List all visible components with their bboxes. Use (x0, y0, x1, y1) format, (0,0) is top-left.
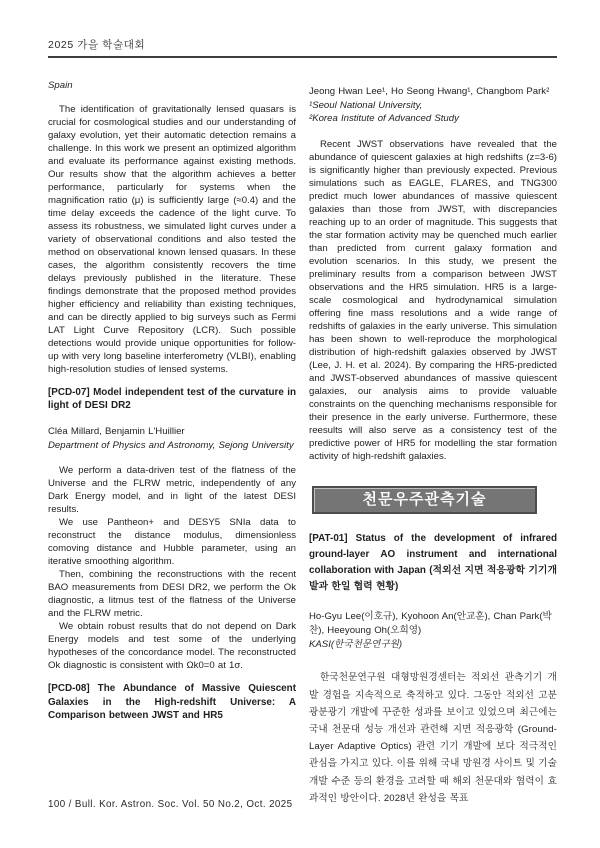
page-footer: 100 / Bull. Kor. Astron. Soc. Vol. 50 No.2, Oct. 2025 (48, 799, 293, 810)
affiliation-pcd08-1: ¹Seoul National University, (309, 99, 423, 111)
abstract-paragraph: Recent JWST observations have revealed that the abundance of quiescent galaxies at high redshifts (z=3-6) is significantly higher than previously expected. Previous simulations such as EAGLE, FLARES, and TNG300 predict much lower abundances of massive quiescent galaxies than those from JWST, with discrepancies reaching up to an order of magnitude. This suggests that the star formation activity may be quenched much earlier than predicted from current galaxy formation and evolution scenarios. In this study, we present the preliminary results from a comparison between JWST observations and the HR5 simulation. HR5 is a large-scale cosmological and hydrodynamical simulation offering fine mass resolutions and a wide range of redshifts of galaxies in the early universe. This simulation has been shown to well-reproduce the morphological distribution of high-redshift galaxies observed by JWST (Lee, J. H. et al. 2024). By comparing the HR5-predicted and JWST-observed abundances of massive quiescent galaxies, our analysis aims to provide valuable constraints on the quenching mechanisms responsible for their presence in the early universe. Furthermore, these reesults will also serve as a consistency test of the predictive power of HR5 for modelling the star formation activity of high-redshift galaxies. (309, 138, 557, 462)
abstract-title-pcd07: [PCD-07] Model independent test of the curvature in light of DESI DR2 (48, 387, 296, 412)
abstract-paragraph: We obtain robust results that do not depend on Dark Energy models and test some of the underlying hypotheses of the concordance model. The reconstructed Ok diagnostic is consistent with Ωk0=0 at 1σ. (48, 621, 296, 672)
abstract-title-pat01: [PAT-01] Status of the development of infrared ground-layer AO instrument and international collaboration with Japan (적외선 지면 적응광학 기기개발과 한일 협력 현황) (309, 532, 557, 593)
abstract-paragraph: The identification of gravitationally lensed quasars is crucial for cosmological studies and our understanding of galaxy evolution, yet their automatic detection remains a challenge. In this work we present an optimized algorithm and evaluate its performance against existing methods. Our results show that the algorithm achieves a better performance, particularly for systems when the magnification ratio (μ) is sufficiently large (≈0.4) and the time delay exceeds the cadence of the light curve. To assess its robustness, we simulated light curves under a variety of observational conditions and also tested the method on observational known lensed quasars. In these cases, the algorithm consistently recovers the time delays previously published in the literature. These findings demonstrate that the proposed method provides higher efficiency and reliability than existing techniques, and can be directly applied to big surveys such as Fermi LAT Light Curve Repository (LCR). Such possible detections would provide unique opportunities for follow-up with very long baseline interferometry (VLBI), enabling high-resolution studies of lensed systems. (48, 104, 296, 375)
affiliation-pcd08-2: ²Korea Institute of Advanced Study (309, 113, 459, 124)
author-block-pcd08 (309, 85, 557, 126)
authors-pcd08: Jeong Hwan Lee¹, Ho Seong Hwang¹, Changbom Park² (309, 86, 550, 97)
abstract-paragraph: We perform a data-driven test of the flatness of the Universe and the FLRW metric, independently of any Dark Energy model, and in light of the latest DESI results. (48, 465, 296, 516)
section-banner: 천문우주관측기술 (312, 486, 537, 514)
left-column (48, 79, 296, 735)
authors-pat01: Ho-Gyu Lee(이호규), Kyohoon An(안교훈), Chan Park(박찬), Heeyoung Oh(오희영) (309, 610, 552, 636)
header-rule (48, 56, 557, 58)
page-header-title: 2025 가을 학술대회 (48, 39, 146, 51)
right-column (309, 85, 557, 807)
carryover-affiliation: Spain (48, 80, 73, 91)
affiliation-pat01: KASI(한국천문연구원) (309, 639, 403, 651)
abstract-paragraph-korean: 한국천문연구원 대형망원경센터는 적외선 관측기기 개발 경험을 지속적으로 축적하고 있다. 그동안 적외선 고분광분광기 개발에 꾸준한 성과를 보이고 있었으며 최근에는 국내 천문대 성능 개선과 관련해 지면 적응광학 (Ground-Layer Adaptive Optics) 관련 기기 개발에 보다 적극적인 관심을 가지고 있다. 이를 위해 국내 망원경 사이트 및 기술 개발 수준 등의 환경을 고려할 때 해외 천문대와 협력이 효과적인 방안이다. 2028년 완성을 목표 (309, 672, 557, 804)
abstract-paragraph: Then, combining the reconstructions with the recent BAO measurements from DESI DR2, we perform the Ok diagnostic, a litmus test of the flatness of the Universe and the FLRW metric. (48, 569, 296, 620)
abstract-title-pcd08: [PCD-08] The Abundance of Massive Quiescent Galaxies in the High-redshift Universe: A Comparison between JWST and HR5 (48, 683, 296, 721)
abstract-paragraph: We use Pantheon+ and DESY5 SNIa data to reconstruct the distance modulus, dimensionless comoving distance and Hubble parameter, using an iterative smoothing algorithm. (48, 517, 296, 568)
affiliation-pcd07: Department of Physics and Astronomy, Sejong University (48, 439, 294, 451)
author-block-pat01 (309, 610, 557, 653)
author-block-pcd07 (48, 425, 296, 452)
authors-pcd07: Cléa Millard, Benjamin L'Huillier (48, 426, 185, 438)
